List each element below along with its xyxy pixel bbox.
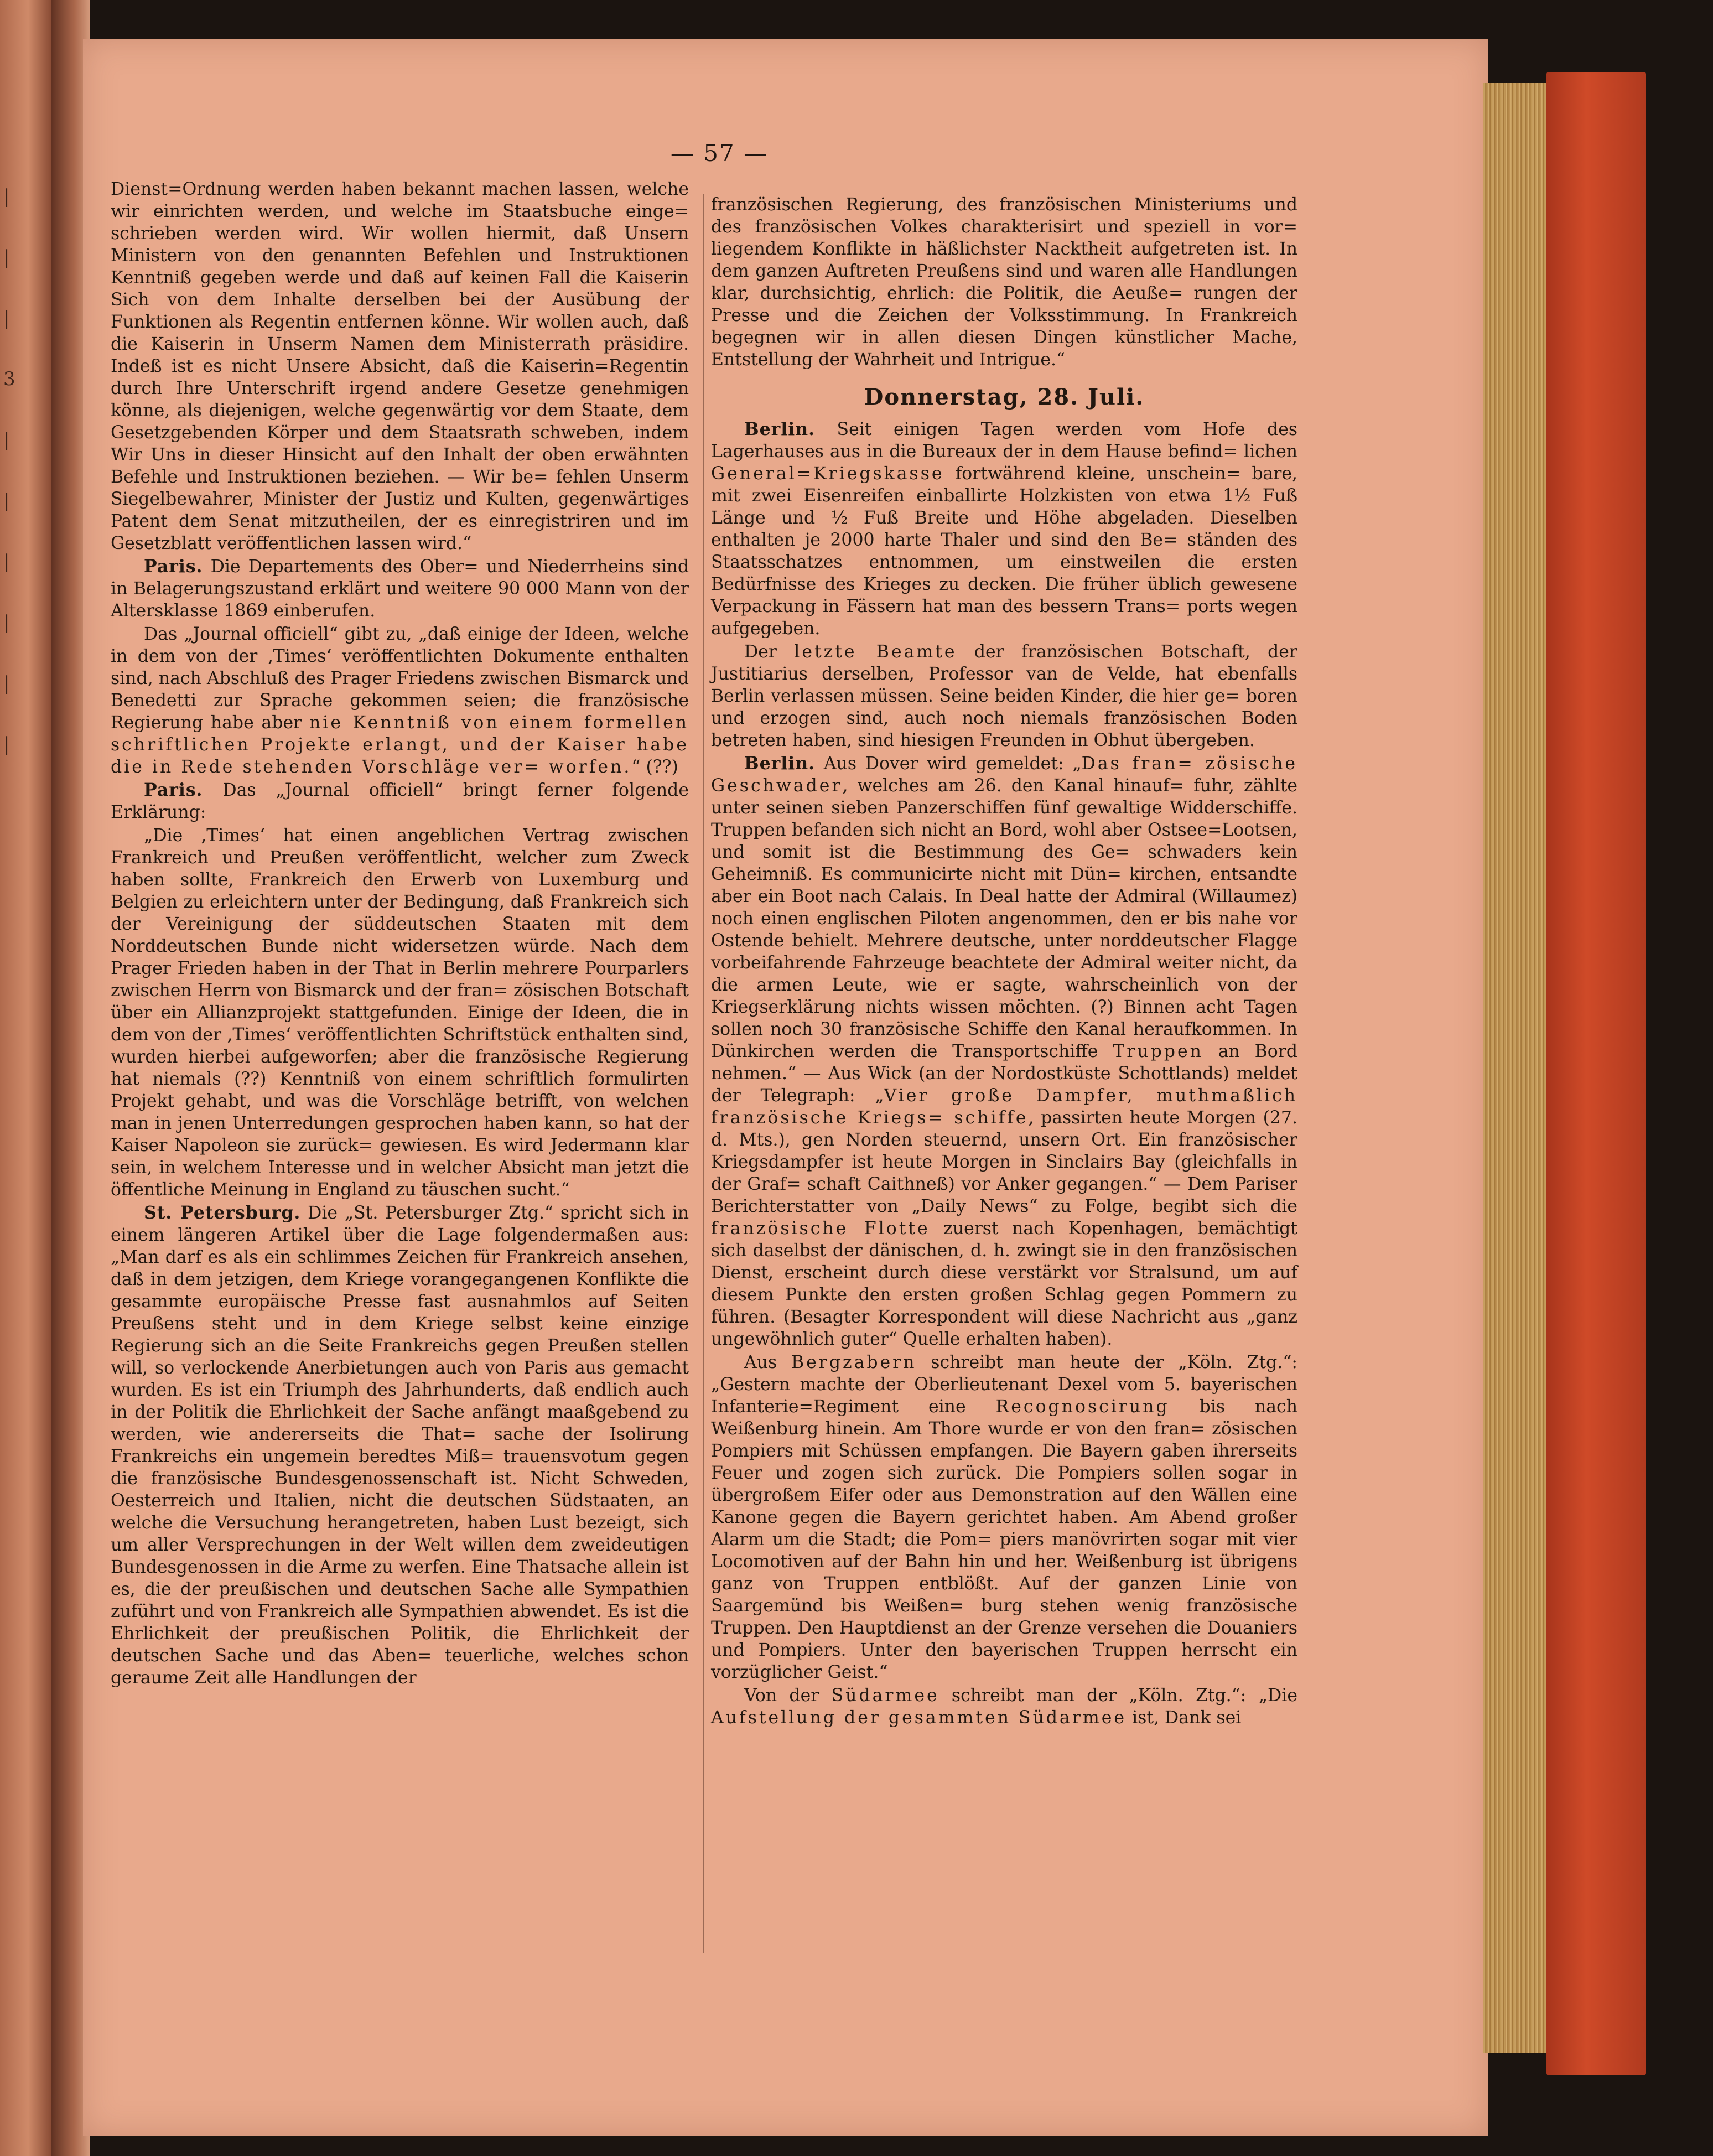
paragraph-text: Die Departements des Ober= und Niederrheins sind in Belagerungszustand erklärt und weitere 90 000 Mann von der Altersklasse 1869 einberufen.	[111, 557, 689, 621]
paragraph	[711, 1351, 1297, 1683]
paragraph-text: an Bord nehmen.“ — Aus Wick (an der Nordostküste Schottlands) meldet der Telegraph: „	[711, 1041, 1297, 1106]
paragraph	[111, 1202, 689, 1689]
spaced-emphasis: letzte Beamte	[794, 642, 957, 662]
paragraph-text: Die „St. Petersburger Ztg.“ spricht sich in einem längeren Artikel über die Lage folgendermaßen aus: „Man darf es als ein schlimmes Zeichen für Frankreich ansehen, daß in dem jetzigen, dem Kriege vorangegangenen Konflikte die gesammte europäische Presse fast ausnahmlos auf Seiten Preußens steht und in dem Kriege selbst keine einzige Regierung sich an die Seite Frankreichs gegen Preußen stellen will, so verlockende Anerbietungen auch von Paris aus gemacht wurden. Es ist ein Triumph des Jahrhunderts, daß endlich auch in der Politik die Ehrlichkeit der Sache anfängt maaßgebend zu werden, wie andererseits die That= sache der Isolirung Frankreichs ein ungemein beredtes Miß= trauensvotum gegen die französische Bundesgenossenschaft ist. Nicht Schweden, Oesterreich und Italien, nicht die deutschen Südstaaten, an welche die Versuchung herangetreten, haben Lust bezeigt, sich um aller Versprechungen in der Welt willen dem zweideutigen Bundesgenossen in die Arme zu werfen. Eine Thatsache allein ist es, die der preußischen und deutschen Sache alle Sympathien zuführt und von Frankreich alle Sympathien abwendet. Es ist die Ehrlichkeit der preußischen Politik, die Ehrlichkeit der deutschen Sache und das Aben= teuerliche, welches schon geraume Zeit alle Handlungen der	[111, 1203, 689, 1688]
left-column	[111, 178, 689, 1690]
place-heading: Berlin.	[744, 419, 816, 439]
paragraph-text: Aus	[744, 1352, 791, 1372]
paragraph-text: fortwährend kleine, unschein= bare, mit zwei Eisenreifen einballirte Holzkisten von etwa 1½ Fuß Länge und ½ Fuß Breite und Höhe abgeladen. Dieselben enthalten je 2000 harte Thaler und sind den Be= ständen des Staatsschatzes entnommen, um einstweilen die ersten Bedürfnisse des Krieges zu decken. Die früher üblich gewesene Verpackung in Fässern hat man des bessern Trans= ports wegen aufgegeben.	[711, 464, 1297, 639]
paragraph	[111, 556, 689, 622]
paragraph-text: Der	[744, 642, 795, 662]
paragraph-text: bis nach Weißenburg hinein. Am Thore wurde er von den fran= zösischen Pompiers mit Schüssen empfangen. Die Bayern gaben ihrerseits Feuer und zogen sich zurück. Die Pompiers sollen sogar in übergroßem Eifer oder aus Demonstration auf den Wällen eine Kanone gegen die Bayern gerichtet haben. Am Abend großer Alarm um die Stadt; die Pom= piers manövrirten sogar mit vier Locomotiven auf der Bahn hin und her. Weißenburg ist übrigens ganz von Truppen entblößt. Auf der ganzen Linie von Saargemünd bis Weißen= burg stehen wenig französische Truppen. Den Hauptdienst an der Grenze versehen die Douaniers und Pompiers. Unter den bayerischen Truppen herrscht ein vorzüglicher Geist.“	[711, 1397, 1297, 1682]
paragraph	[711, 753, 1297, 1350]
paragraph	[111, 623, 689, 778]
paragraph-text: , passirten heute Morgen (27. d. Mts.), gen Norden steuernd, unsern Ort. Ein französischer Kriegsdampfer ist heute Morgen in Sinclairs Bay (gleichfalls in der Graf= schaft Caithneß) vor Anker gegangen.“ — Dem Pariser Berichterstatter von „Daily News“ zu Folge, begibt sich die	[711, 1108, 1297, 1216]
paragraph-text: Von der	[744, 1686, 832, 1706]
paragraph-text: zuerst nach Kopenhagen, bemächtigt sich daselbst der dänischen, d. h. zwingt sie in den französischen Dienst, erscheint durch diese verstärkt vor Stralsund, um auf diesem Punkte den ersten großen Schlag gegen Pommern zu führen. (Besagter Korrespondent will diese Nachricht aus „ganz ungewöhnlich guter“ Quelle erhalten haben).	[711, 1219, 1297, 1349]
paragraph	[111, 779, 689, 823]
paragraph	[711, 641, 1297, 752]
paragraph-text: schreibt man der „Köln. Ztg.“: „Die	[939, 1686, 1297, 1706]
spaced-emphasis: nie Kenntniß von einem formellen schriftlichen Projekte erlangt, und der Kaiser habe die in Rede stehenden Vorschläge ver= worfen.	[111, 713, 689, 777]
paragraph: französischen Regierung, des französischen Ministeriums und des französischen Volkes charakterisirt und speziell in vor= liegendem Konflikte in häßlichster Nacktheit aufgetreten ist. In dem ganzen Auftreten Preußens sind und waren alle Handlungen klar, durchsichtig, ehrlich: die Politik, die Aeuße= rungen der Presse und die Zeichen der Volksstimmung. In Frankreich begegnen wir in allen diesen Dingen künstlicher Mache, Entstellung der Wahrheit und Intrigue.“	[711, 195, 1297, 370]
spaced-emphasis: Recognoscirung	[995, 1397, 1170, 1417]
spaced-emphasis: Truppen	[1113, 1041, 1203, 1061]
spaced-emphasis: Das fran= zösische Geschwader	[711, 754, 1297, 796]
spaced-emphasis: Südarmee	[831, 1686, 939, 1706]
facing-page-margin-marks: | | | 3 | | | | | |	[3, 185, 15, 755]
spaced-emphasis: Vier große Dampfer, muthmaßlich französische Kriegs= schiffe	[711, 1086, 1298, 1128]
paragraph-text: Das „Journal officiell“ bringt ferner folgende Erklärung:	[111, 780, 689, 822]
paragraph: „Die ‚Times‘ hat einen angeblichen Vertrag zwischen Frankreich und Preußen veröffentlicht, welcher zum Zweck haben sollte, Frankreich den Erwerb von Luxemburg und Belgien zu erleichtern unter der Bedingung, daß Frankreich sich der Vereinigung der süddeutschen Staaten mit dem Norddeutschen Bunde nicht widersetzen würde. Nach dem Prager Frieden haben in der That in Berlin mehrere Pourparlers zwischen Herrn von Bismarck und der fran= zösischen Botschaft über ein Allianzprojekt stattgefunden. Einige der Ideen, die in dem von der ‚Times‘ veröffentlichten Schriftstück enthalten sind, wurden hierbei aufgeworfen; aber die französische Regierung hat niemals (??) Kenntniß von einem schriftlich formulirten Projekt gehabt, und was die Vorschläge betrifft, von welchen man in jenen Unterredungen gesprochen haben kann, so hat der Kaiser Napoleon sie zurück= gewiesen. Es wird Jedermann klar sein, in welchem Interesse und in welcher Absicht man jetzt die öffentliche Meinung in England zu täuschen sucht.“	[111, 826, 689, 1200]
place-heading: Berlin.	[744, 753, 816, 774]
paragraph-text: der französischen Botschaft, der Justitiarius derselben, Professor van de Velde, hat ebenfalls Berlin verlassen müssen. Seine beiden Kinder, die hier ge= boren und erzogen sind, auch noch niemals französischen Boden betreten haben, sind hiesigen Freunden in Obhut übergeben.	[711, 642, 1297, 750]
paragraph-text: Aus Dover wird gemeldet: „	[815, 754, 1082, 774]
paragraph-text: “ (??)	[631, 757, 678, 777]
paragraph-text: Seit einigen Tagen werden vom Hofe des Lagerhauses aus in die Bureaux der in dem Hause befind= lichen	[711, 419, 1297, 462]
facing-page-edge	[0, 0, 51, 2156]
dateline-heading: Donnerstag, 28. Juli.	[864, 384, 1145, 410]
spaced-emphasis: Aufstellung der gesammten Südarmee	[711, 1708, 1127, 1728]
paragraph	[711, 418, 1297, 640]
spaced-emphasis: Bergzabern	[791, 1352, 917, 1372]
page-block-edge	[1483, 83, 1546, 2053]
place-heading: Paris.	[144, 780, 203, 800]
paragraph-text: schreibt man heute der „Köln. Ztg.“: „Gestern machte der Oberlieutenant Dexel vom 5. bayerischen Infanterie=Regiment eine	[711, 1352, 1297, 1417]
paragraph	[711, 1685, 1297, 1729]
place-heading: Paris.	[144, 556, 203, 577]
spaced-emphasis: französische Flotte	[711, 1219, 930, 1238]
paragraph-text: Das „Journal officiell“ gibt zu, „daß einige der Ideen, welche in dem von der ‚Times‘ veröffentlichten Dokumente enthalten sind, nach Abschluß des Prager Friedens zwischen Bismarck und Benedetti zur Sprache gekommen seien; die französische Regierung habe aber	[111, 624, 689, 733]
right-column	[711, 194, 1297, 1730]
spaced-emphasis: General=Kriegskasse	[711, 464, 944, 484]
paragraph: Dienst=Ordnung werden haben bekannt machen lassen, welche wir einrichten werden, und welche im Staatsbuche einge= schrieben werden wird. Wir wollen hiermit, daß Unsern Ministern von den genannten Befehlen und Instruktionen Kenntniß gegeben werde und daß auf keinen Fall die Kaiserin Sich von dem Inhalte derselben bei der Ausübung der Funktionen als Regentin entfernen könne. Wir wollen auch, daß die Kaiserin in Unserm Namen dem Ministerrath präsidire. Indeß ist es nicht Unsere Absicht, daß die Kaiserin=Regentin durch Ihre Unterschrift irgend andere Gesetze genehmigen könne, als diejenigen, welche gegenwärtig vor dem Staate, dem Gesetzgebenden Körper und dem Staatsrath schweben, indem Wir Uns in dieser Hinsicht auf den Inhalt der oben erwähnten Befehle und Instruktionen beziehen. — Wir be= fehlen Unserm Siegelbewahrer, Minister der Justiz und Kulten, gegenwärtiges Patent dem Senat mitzutheilen, der es einregistriren und im Gesetzblatt veröffentlichen lassen wird.“	[111, 179, 689, 553]
book-cover-edge	[1546, 72, 1646, 2075]
place-heading: St. Petersburg.	[144, 1203, 301, 1223]
paragraph-text: ist, Dank sei	[1127, 1708, 1242, 1728]
paragraph-text: , welches am 26. den Kanal hinauf= fuhr, zählte unter seinen sieben Panzerschiffen fünf gewaltige Widderschiffe. Truppen befanden sich nicht an Bord, wohl aber Ostsee=Lootsen, und somit ist die Bestimmung des Ge= schwaders kein Geheimniß. Es communicirte nicht mit Dün= kirchen, entsandte aber ein Boot nach Calais. In Deal hatte der Admiral (Willaumez) noch einen englischen Piloten angenommen, den er bis nahe vor Ostende behielt. Mehrere deutsche, unter norddeutscher Flagge vorbeifahrende Fahrzeuge beachtete der Admiral weiter nicht, da die armen Leute, wie er sagte, wahrscheinlich von der Kriegserklärung nichts wissen möchten. (?) Binnen acht Tagen sollen noch 30 französische Schiffe den Kanal heraufkommen. In Dünkirchen werden die Transportschiffe	[711, 776, 1297, 1061]
page-number: — 57 —	[670, 139, 769, 167]
column-rule	[703, 194, 704, 1953]
